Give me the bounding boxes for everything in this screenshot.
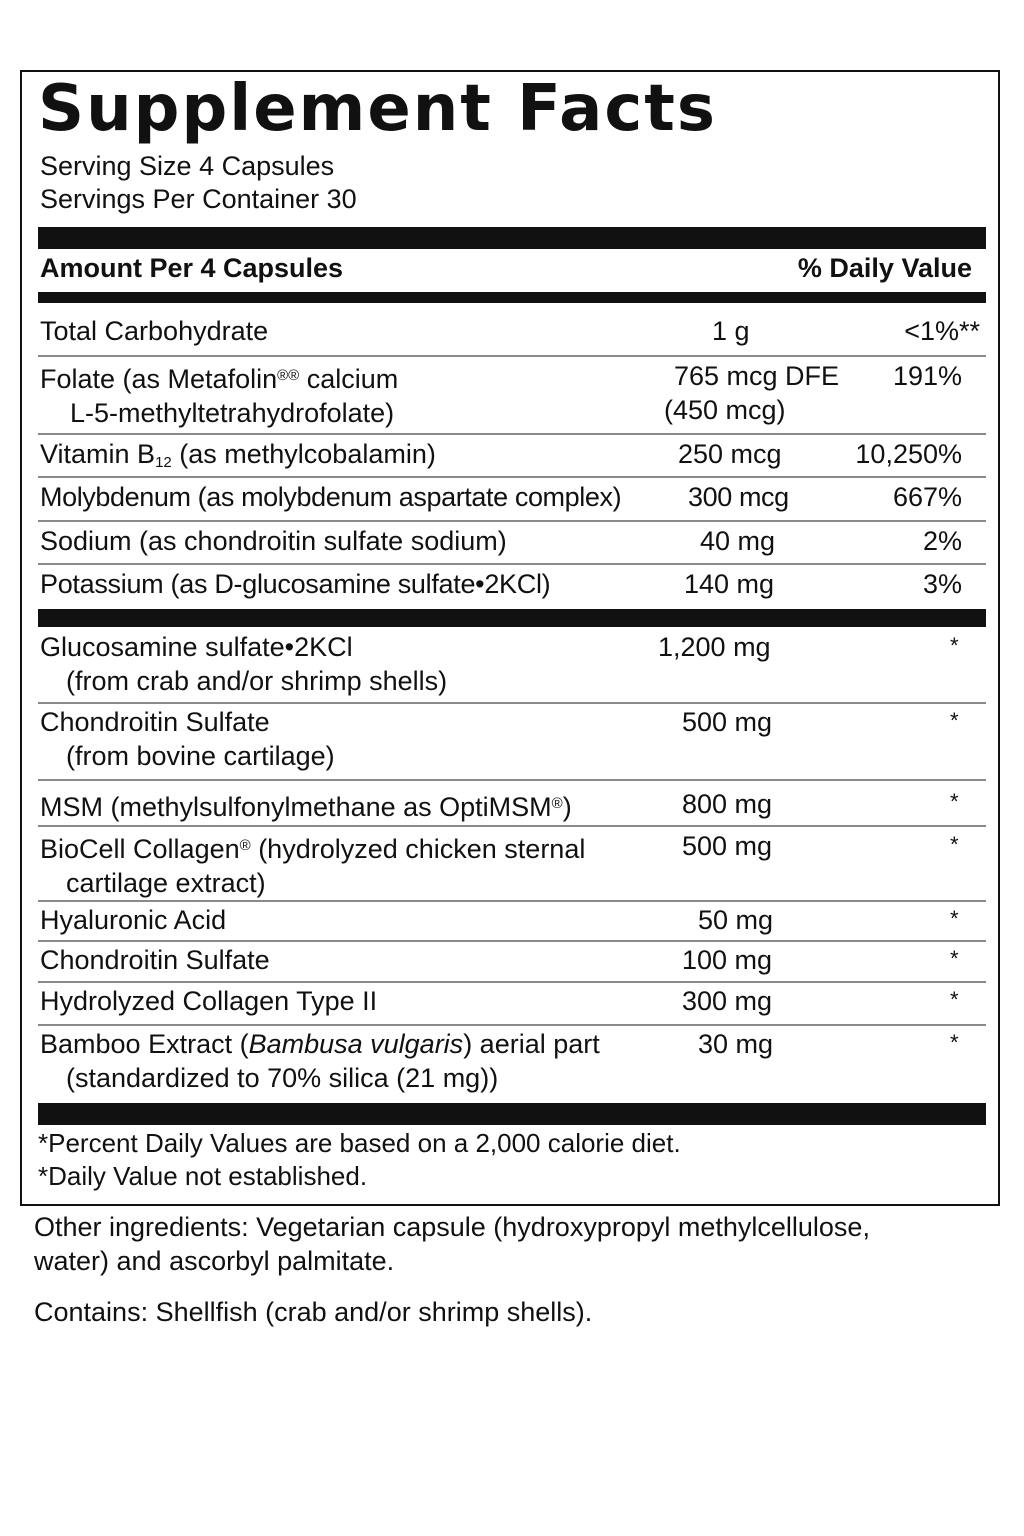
nutrient-daily-value: 667%: [892, 482, 962, 512]
nutrient-amount: 40 mg: [700, 526, 776, 556]
ingredient-name: Glucosamine sulfate•2KCl (from crab and/or shrimp shells): [40, 632, 448, 696]
ingredient-name: Chondroitin Sulfate: [40, 945, 270, 975]
daily-value-asterisk: *: [950, 1030, 959, 1055]
nutrient-daily-value: 2%: [922, 526, 962, 556]
panel-title: Supplement Facts: [38, 72, 717, 146]
nutrient-daily-value: <1%**: [904, 316, 980, 346]
row-divider: [38, 900, 986, 902]
nutrient-daily-value: 3%: [922, 569, 962, 599]
nutrient-name: Vitamin $B_{12}$ (as methylcobalamin): [40, 439, 436, 471]
ingredient-amount: 1,200 mg: [658, 632, 771, 662]
daily-value-asterisk: *: [950, 906, 959, 931]
daily-value-asterisk: *: [950, 633, 959, 658]
nutrient-name: Folate (as Metafolin®® calcium L-5-methyltetrahydrofolate): [40, 364, 399, 428]
nutrient-name: Molybdenum (as molybdenum aspartate complex): [40, 482, 622, 512]
ingredient-name: Bamboo Extract (Bambusa vulgaris) aerial part (standardized to 70% silica (21 mg)): [40, 1029, 600, 1093]
row-divider: [38, 981, 986, 983]
ingredient-amount: 500 mg: [682, 831, 773, 861]
row-divider: [38, 355, 986, 357]
daily-value-asterisk: *: [950, 987, 959, 1012]
nutrient-amount: 765 mcg DFE (450 mcg): [664, 361, 840, 425]
nutrient-daily-value: 10,250%: [855, 439, 962, 469]
divider-medium: [38, 292, 986, 303]
nutrient-name: Sodium (as chondroitin sulfate sodium): [40, 526, 507, 556]
row-divider: [38, 520, 986, 522]
daily-value-asterisk: *: [950, 789, 959, 814]
divider-thick: [38, 1103, 986, 1125]
row-divider: [38, 476, 986, 478]
other-ingredients-line2: water) and ascorbyl palmitate.: [34, 1246, 395, 1276]
footnote-not-established: *Daily Value not established.: [38, 1161, 368, 1191]
ingredient-name: Chondroitin Sulfate (from bovine cartilage): [40, 707, 335, 771]
row-divider: [38, 825, 986, 827]
row-divider: [38, 702, 986, 704]
row-divider: [38, 779, 986, 781]
row-divider: [38, 563, 986, 565]
nutrient-name: Potassium (as D-glucosamine sulfate•2KCl): [40, 569, 551, 599]
ingredient-amount: 800 mg: [682, 789, 773, 819]
ingredient-amount: 500 mg: [682, 707, 773, 737]
divider-thick: [38, 609, 986, 627]
allergen-statement: Contains: Shellfish (crab and/or shrimp shells).: [34, 1297, 593, 1327]
nutrient-name: Total Carbohydrate: [40, 316, 269, 346]
ingredient-name: BioCell Collagen® (hydrolyzed chicken sternal cartilage extract): [40, 834, 586, 898]
daily-value-asterisk: *: [950, 708, 959, 733]
row-divider: [38, 433, 986, 435]
divider-thick: [38, 227, 986, 249]
serving-size: Serving Size 4 Capsules: [40, 151, 335, 181]
servings-per-container: Servings Per Container 30: [40, 184, 357, 214]
row-divider: [38, 1024, 986, 1026]
ingredient-amount: 30 mg: [698, 1029, 774, 1059]
ingredient-name: Hydrolyzed Collagen Type II: [40, 986, 378, 1016]
ingredient-name: Hyaluronic Acid: [40, 905, 227, 935]
nutrient-amount: 1 g: [712, 316, 750, 346]
daily-value-header: % Daily Value: [797, 253, 972, 283]
row-divider: [38, 940, 986, 942]
footnote-daily-values: *Percent Daily Values are based on a 2,000 calorie diet.: [38, 1128, 681, 1158]
nutrient-amount: 140 mg: [684, 569, 775, 599]
amount-per-header: Amount Per 4 Capsules: [40, 253, 344, 283]
ingredient-amount: 100 mg: [682, 945, 773, 975]
nutrient-amount: 300 mcg: [688, 482, 789, 512]
nutrient-amount: 250 mcg: [678, 439, 782, 469]
daily-value-asterisk: *: [950, 946, 959, 971]
ingredient-amount: 50 mg: [698, 905, 774, 935]
ingredient-amount: 300 mg: [682, 986, 773, 1016]
other-ingredients-line1: Other ingredients: Vegetarian capsule (hydroxypropyl methylcellulose,: [34, 1212, 870, 1242]
daily-value-asterisk: *: [950, 832, 959, 857]
ingredient-name: MSM (methylsulfonylmethane as OptiMSM®): [40, 792, 572, 822]
nutrient-daily-value: 191%: [892, 361, 962, 391]
